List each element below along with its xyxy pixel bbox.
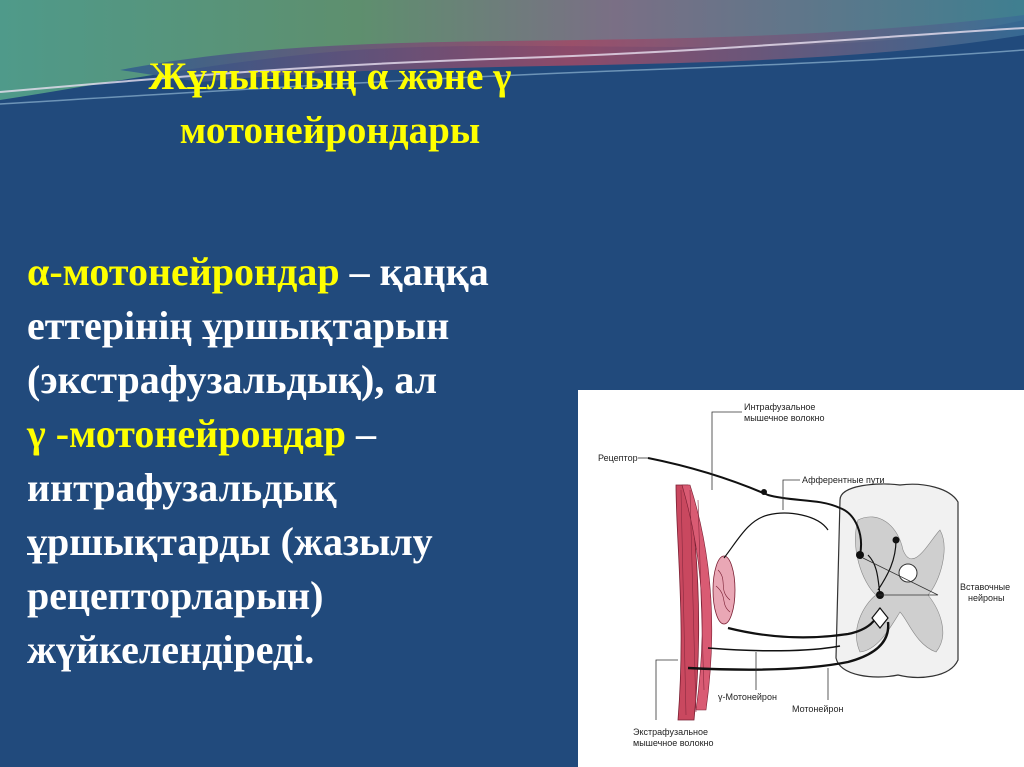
label-afferent: Афферентные пути: [802, 475, 885, 485]
body-line-7: рецепторларын): [27, 573, 324, 618]
slide-title: [60, 50, 600, 158]
motoneuron-diagram: [578, 390, 1024, 767]
label-gamma-motoneuron: γ-Мотонейрон: [718, 692, 777, 702]
gamma-term: γ -мотонейрондар: [27, 411, 346, 456]
body-line-1: [27, 245, 627, 299]
title-line-2: мотонейрондары: [179, 109, 481, 152]
label-intrafusal-1: Интрафузальное: [744, 402, 816, 412]
body-line-4: [27, 407, 627, 461]
body-line-1-rest: – қаңқа: [339, 249, 489, 294]
label-extrafusal-1: Экстрафузальное: [633, 727, 708, 737]
body-line-5: интрафузальдық: [27, 465, 337, 510]
body-line-3: (экстрафузальдық), ал: [27, 357, 438, 402]
label-motoneuron: Мотонейрон: [792, 704, 844, 714]
label-interneurons-2: нейроны: [968, 593, 1005, 603]
body-line-8: жүйкелендіреді.: [27, 627, 315, 672]
motoneuron-diagram-svg: [578, 390, 1024, 767]
label-extrafusal-2: мышечное волокно: [633, 738, 714, 748]
body-line-6: ұршықтарды (жазылу: [27, 519, 433, 564]
title-line-1: Жұлынның α және γ: [148, 55, 512, 98]
body-text: [27, 245, 627, 677]
label-interneurons-1: Вставочные: [960, 582, 1011, 592]
muscle: [676, 485, 735, 720]
label-receptor: Рецептор: [598, 453, 638, 463]
spinal-cord-section: [836, 484, 958, 677]
body-line-4-rest: –: [345, 411, 376, 456]
body-line-2: еттерінің ұршықтарын: [27, 303, 450, 348]
alpha-term: α-мотонейрондар: [27, 249, 340, 294]
label-intrafusal-2: мышечное волокно: [744, 413, 825, 423]
